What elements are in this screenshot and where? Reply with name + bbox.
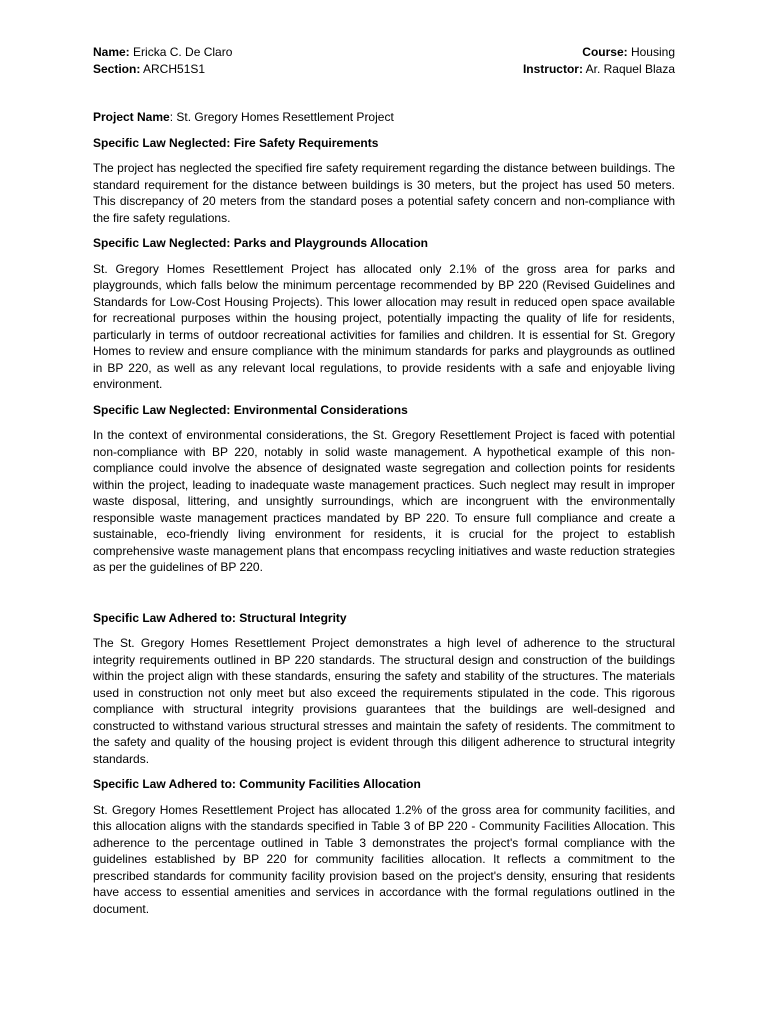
section-value: ARCH51S1: [143, 61, 206, 76]
name-label: Name:: [93, 45, 130, 59]
section-heading-fire-safety: Specific Law Neglected: Fire Safety Requirements: [93, 135, 379, 150]
header-left: [93, 44, 232, 77]
instructor-label: Instructor:: [522, 61, 583, 76]
section-heading-community-facilities: Specific Law Adhered to: Community Facilities Allocation: [93, 777, 421, 791]
course-label: Course:: [582, 45, 628, 59]
section-body-parks-playgrounds: St. Gregory Homes Resettlement Project has allocated only 2.1% of the gross area for parks and playgrounds, which falls below the minimum percentage recommended by BP 220 (Revised Guidelines and Standards for Low-Cost Housing Projects). This lower allocation may result in reduced open space available for recreational purposes within the housing project, potentially impacting the quality of life for residents, particularly in terms of outdoor recreational activities for families and children. It is essential for St. Gregory Homes to review and ensure compliance with the minimum standards for parks and playgrounds as outlined in BP 220, as well as any relevant local regulations, to provide residents with a safe and enjoyable living environment.: [93, 261, 675, 391]
section-heading-structural-integrity: Specific Law Adhered to: Structural Integrity: [93, 610, 347, 625]
course-value: Housing: [630, 45, 675, 59]
section-label: Section:: [93, 61, 141, 76]
course-row: [523, 44, 675, 61]
section-body-structural-integrity: The St. Gregory Homes Resettlement Project demonstrates a high level of adherence to the structural integrity requirements outlined in BP 220 standards. The structural design and construction of the buildings within the project align with these standards, ensuring the safety and stability of the structures. The materials used in construction not only meet but also exceed the requirements stipulated in the code. This rigorous compliance with structural integrity provisions guarantees that the buildings are well-designed and constructed to withstand various structural stresses and maintain the safety of residents. The commitment to the safety and quality of the housing project is evident through this diligent adherence to structural integrity standards.: [93, 636, 675, 766]
section-body-community-facilities: St. Gregory Homes Resettlement Project has allocated 1.2% of the gross area for community facilities, and this allocation aligns with the standards specified in Table 3 of BP 220 - Community Facilities Allocation. This adherence to the percentage outlined in Table 3 demonstrates the project's formal compliance with the guidelines established by BP 220 for community facilities allocation. It reflects a commitment to the prescribed standards for community facility provision based on the project's density, ensuring that residents have access to essential amenities and services in accordance with the formal regulations outlined in the document.: [93, 802, 675, 916]
section-body-fire-safety: The project has neglected the specified fire safety requirement regarding the distance between buildings. The standard requirement for the distance between buildings is 30 meters, but the project has used 50 meters. This discrepancy of 20 meters from the standard poses a potential safety concern and non-compliance with the fire safety regulations.: [93, 161, 675, 225]
project-name-value: : St. Gregory Homes Resettlement Project: [169, 110, 394, 124]
instructor-value: Ar. Raquel Blaza: [585, 61, 675, 76]
section-heading-parks-playgrounds: Specific Law Neglected: Parks and Playgrounds Allocation: [93, 236, 428, 250]
section-body-environmental: In the context of environmental considerations, the St. Gregory Resettlement Project is faced with potential non-compliance with BP 220, notably in solid waste management. A hypothetical example of this non-compliance could involve the absence of designated waste segregation and collection points for residents within the project, leading to inadequate waste management practices. Such neglect may result in improper waste disposal, littering, and unsightly surroundings, which are incongruent with the environmentally responsible waste management practices mandated by BP 220. To ensure full compliance and create a sustainable, eco-friendly living environment for residents, it is crucial for the project to establish comprehensive waste management plans that encompass recycling initiatives and waste reduction strategies as per the guidelines of BP 220.: [93, 428, 675, 574]
document-header: [93, 44, 675, 77]
header-right: [523, 44, 675, 77]
instructor-row: [523, 61, 675, 78]
project-name-label: Project Name: [93, 110, 170, 124]
section-heading-environmental: Specific Law Neglected: Environmental Considerations: [93, 402, 408, 417]
name-value: Ericka C. De Claro: [133, 45, 233, 59]
project-name: [93, 109, 675, 126]
name-row: [93, 44, 232, 61]
section-row: [93, 61, 232, 78]
